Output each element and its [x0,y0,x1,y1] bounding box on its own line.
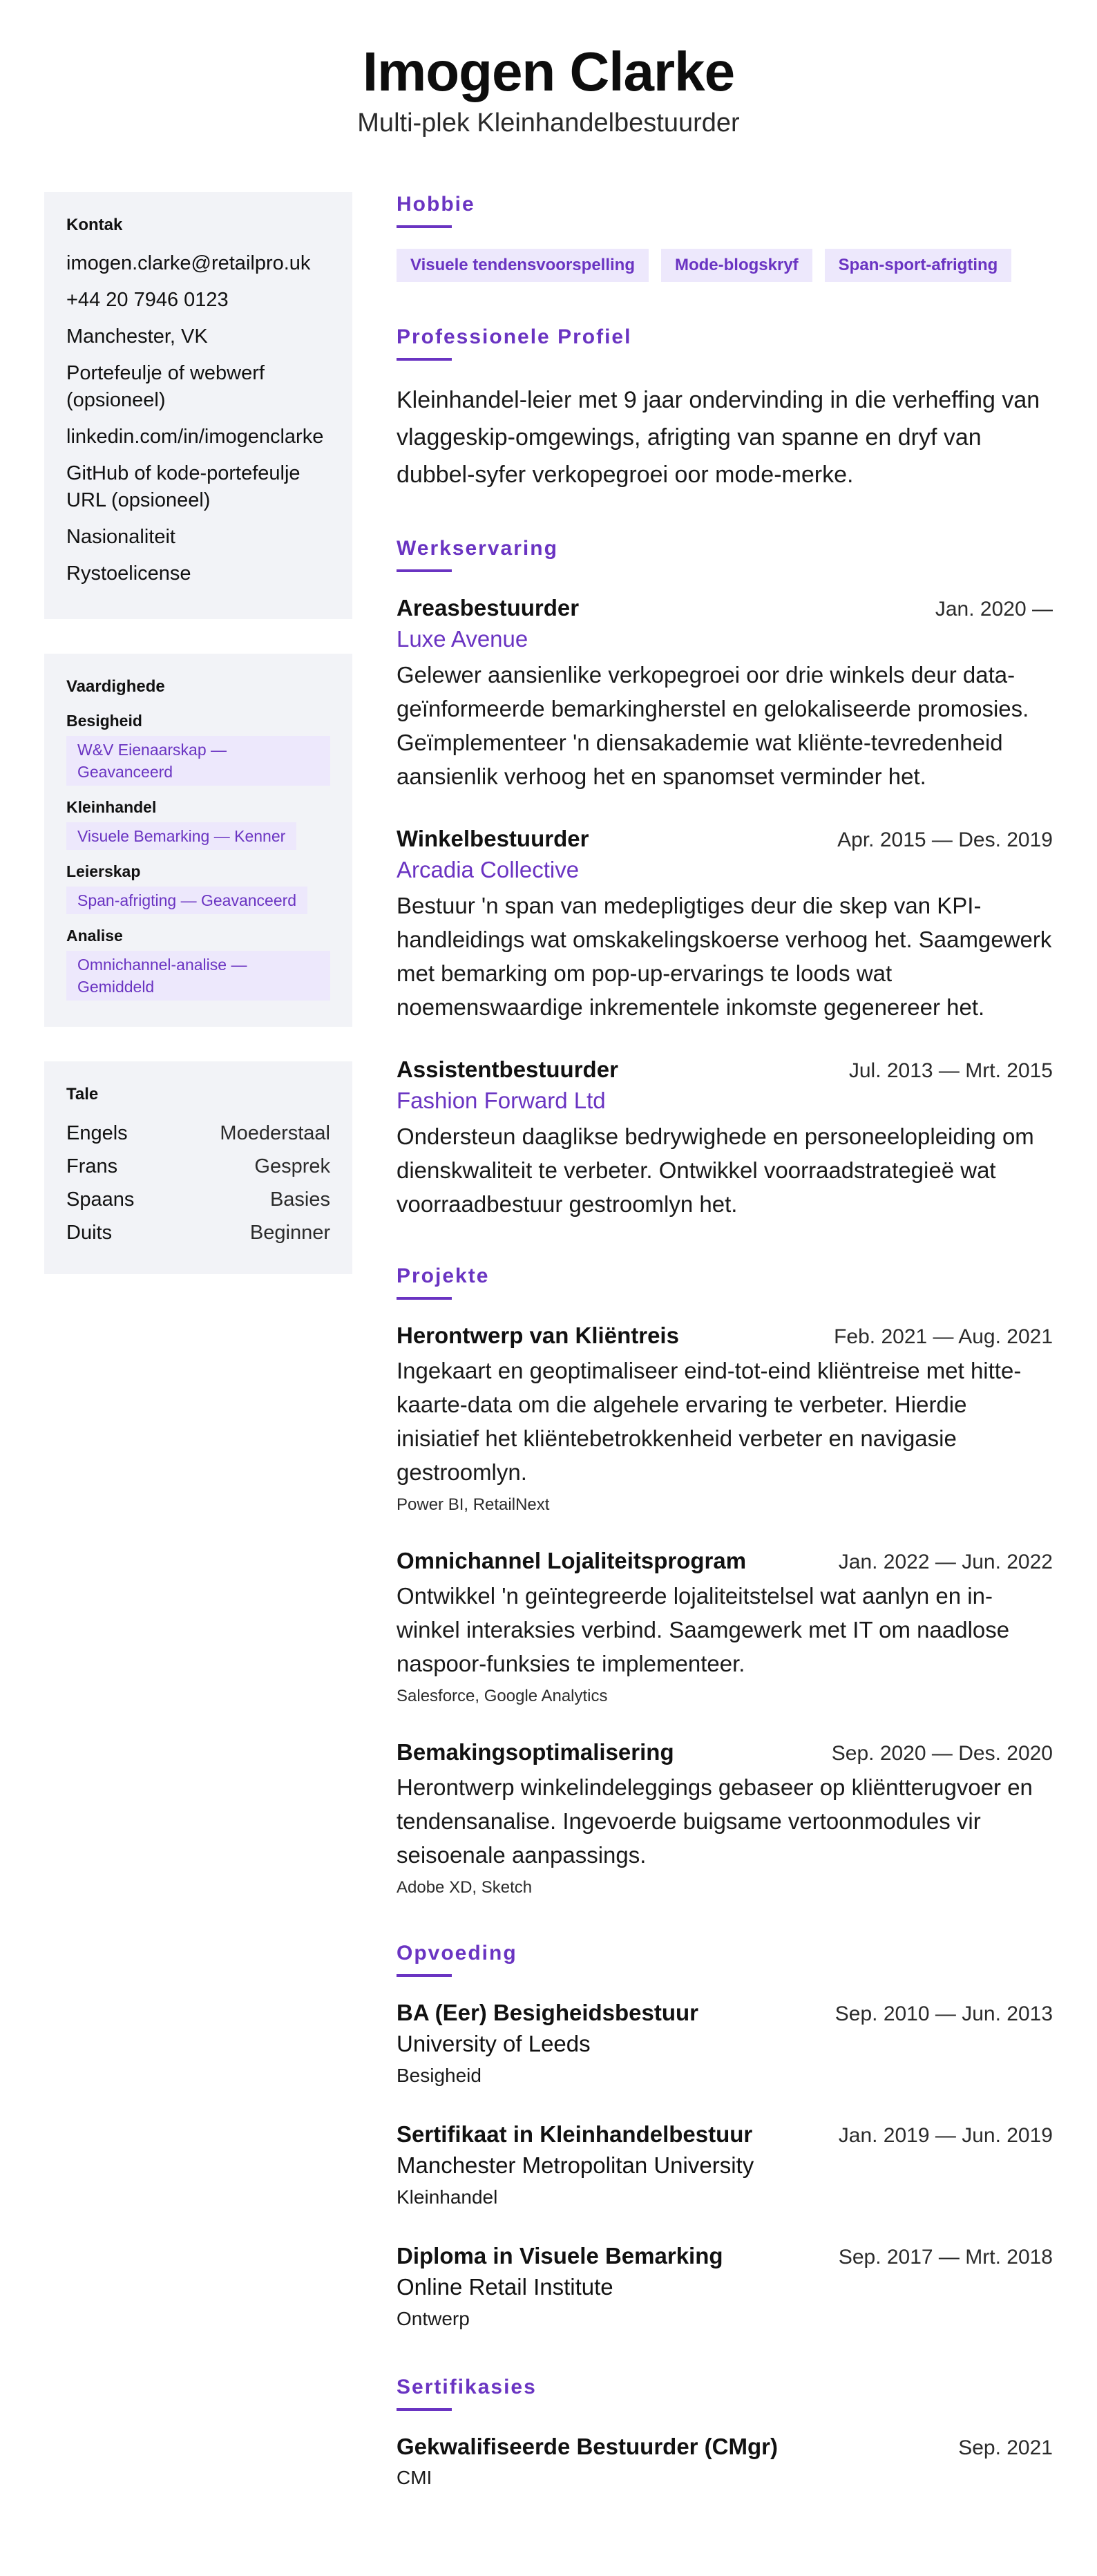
project-title: Bemakingsoptimalisering [397,1739,674,1765]
education-entry [397,1998,1053,2089]
certifications-section [397,2375,1053,2491]
job-description: Ondersteun daaglikse bedrywighede en personeelopleiding om dienskwaliteit te verbeter. Ontwikkel voorraadstrategieë wat voorraadbestuur gestroomlyn het. [397,1124,1034,1217]
education-dates: Sep. 2017 — Mrt. 2018 [838,2246,1053,2269]
language-name: Spaans [66,1188,135,1211]
contact-heading: Kontak [66,216,123,234]
study-field: Besigheid [397,2065,481,2086]
candidate-title: Multi-plek Kleinhandelbestuurder [357,108,740,138]
job-title: Winkelbestuurder [397,826,589,851]
project-tools: Power BI, RetailNext [397,1495,550,1514]
language-name: Engels [66,1122,128,1144]
section-title: Professionele Profiel [397,325,632,348]
resume-header [0,0,1097,138]
project-entry [397,1546,1053,1707]
project-title: Omnichannel Lojaliteitsprogram [397,1548,747,1573]
project-description: Ontwikkel 'n geïntegreerde lojaliteitstelsel wat aanlyn en in-winkel interaksies verbind. Saamgewerk met IT om naadlose naspoor-funksies te implementeer. [397,1583,1010,1676]
section-title: Opvoeding [397,1942,517,1964]
certification-issuer: CMI [397,2467,432,2488]
contact-nationality: Nasionaliteit [66,526,175,548]
study-field: Kleinhandel [397,2186,498,2208]
school-name: Manchester Metropolitan University [397,2152,754,2178]
projects-section [397,1264,1053,1898]
language-row [66,1119,330,1147]
skills-heading: Vaardighede [66,677,165,696]
language-row [66,1153,330,1180]
hobbies-section [397,192,1053,282]
language-level: Gesprek [254,1155,330,1177]
education-entry [397,2241,1053,2332]
contact-location: Manchester, VK [66,325,208,348]
project-entry [397,1737,1053,1898]
education-entry [397,2119,1053,2210]
language-level: Basies [269,1188,330,1211]
hobby-tag: Mode-blogskryf [661,249,812,282]
hobby-list [397,249,1053,282]
project-description: Ingekaart en geoptimaliseer eind-tot-eind kliëntreise met hitte-kaarte-data om die algehele ervaring te verbeter. Hierdie inisiatief het kliëntebetrokkenheid verbeter en navigasie gestroomlyn. [397,1358,1022,1485]
language-name: Duits [66,1222,113,1244]
contact-card [44,192,352,619]
project-title: Herontwerp van Kliëntreis [397,1323,679,1348]
project-description: Herontwerp winkelindeleggings gebaseer op kliëntterugvoer en tendensanalise. Ingevoerde buigsame vertoonmodules vir seisoenale aanpassings. [397,1774,1033,1868]
project-dates: Jan. 2022 — Jun. 2022 [838,1551,1053,1573]
employer-name: Luxe Avenue [397,626,528,652]
languages-heading: Tale [66,1085,99,1104]
experience-entry [397,1054,1053,1221]
job-dates: Jan. 2020 — [935,598,1053,621]
degree-title: Diploma in Visuele Bemarking [397,2243,723,2269]
skill-tag: W&V Eienaarskap — Geavanceerd [66,736,330,786]
study-field: Ontwerp [397,2308,470,2329]
language-level: Beginner [249,1222,330,1244]
languages-card [44,1061,352,1274]
degree-title: Sertifikaat in Kleinhandelbestuur [397,2121,753,2147]
project-dates: Sep. 2020 — Des. 2020 [831,1742,1053,1765]
section-title: Sertifikasies [397,2376,537,2398]
experience-section [397,536,1053,1221]
section-divider [397,358,452,361]
education-dates: Jan. 2019 — Jun. 2019 [838,2124,1053,2147]
contact-email: imogen.clarke@retailpro.uk [66,252,311,274]
school-name: University of Leeds [397,2031,591,2056]
section-divider [397,569,452,572]
education-dates: Sep. 2010 — Jun. 2013 [834,2002,1053,2025]
contact-phone: +44 20 7946 0123 [66,289,229,311]
language-name: Frans [66,1155,118,1177]
job-description: Gelewer aansienlike verkopegroei oor drie winkels deur data-geïnformeerde bemarkingherstel en gelokaliseerde promosies. Geïmplementeer 'n diensakademie wat kliënte-tevredenheid aansienlik verhoog het en spanomset verminder het. [397,662,1029,789]
job-title: Assistentbestuurder [397,1057,618,1082]
section-title: Werkservaring [397,537,558,560]
skill-category: Besigheid [66,712,142,730]
skill-group [66,927,330,1001]
resume-columns [0,192,1097,2534]
skill-tag: Span-afrigting — Geavanceerd [66,887,307,914]
section-divider [397,1974,452,1977]
skill-group [66,798,330,850]
contact-linkedin: linkedin.com/in/imogenclarke [66,426,324,448]
experience-entry [397,824,1053,1024]
skill-group [66,862,330,914]
contact-portfolio: Portefeulje of webwerf (opsioneel) [66,362,265,411]
skill-group [66,712,330,786]
job-description: Bestuur 'n span van medepligtiges deur die skep van KPI-handleidings wat omskakelingskoerse verhoog het. Saamgewerk met bemarking om pop-up-ervarings te loods wat noemenswaardige inkrementele inkomste gegenereer het. [397,893,1052,1020]
section-title: Hobbie [397,193,475,216]
experience-entry [397,593,1053,793]
sidebar [44,192,352,2534]
job-dates: Apr. 2015 — Des. 2019 [837,828,1053,851]
project-entry [397,1320,1053,1515]
hobby-tag: Visuele tendensvoorspelling [397,249,649,282]
skill-category: Kleinhandel [66,798,157,816]
project-tools: Salesforce, Google Analytics [397,1687,608,1705]
skill-category: Leierskap [66,862,141,880]
skill-category: Analise [66,927,123,945]
employer-name: Arcadia Collective [397,857,580,882]
job-title: Areasbestuurder [397,595,580,621]
certification-title: Gekwalifiseerde Bestuurder (CMgr) [397,2434,778,2459]
skill-tag: Visuele Bemarking — Kenner [66,822,296,850]
school-name: Online Retail Institute [397,2274,613,2300]
section-divider [397,225,452,228]
project-dates: Feb. 2021 — Aug. 2021 [834,1325,1053,1348]
section-divider [397,2408,452,2411]
main-content [397,192,1053,2534]
language-row [66,1186,330,1213]
hobby-tag: Span-sport-afrigting [825,249,1012,282]
employer-name: Fashion Forward Ltd [397,1088,606,1113]
education-section [397,1941,1053,2332]
project-tools: Adobe XD, Sketch [397,1878,533,1897]
profile-section [397,325,1053,493]
skills-card [44,654,352,1027]
degree-title: BA (Eer) Besigheidsbestuur [397,2000,699,2025]
job-dates: Jul. 2013 — Mrt. 2015 [848,1059,1053,1082]
certification-entry [397,2432,1053,2491]
language-row [66,1219,330,1247]
section-title: Projekte [397,1265,490,1287]
section-divider [397,1297,452,1300]
skill-tag: Omnichannel-analise — Gemiddeld [66,951,330,1001]
profile-summary: Kleinhandel-leier met 9 jaar ondervinding in die verheffing van vlaggeskip-omgewings, afrigting van spanne en dryf van dubbel-syfer verkopegroei oor mode-merke. [397,387,1040,488]
contact-license: Rystoelicense [66,562,191,585]
contact-github: GitHub of kode-portefeulje URL (opsioneel) [66,462,301,511]
language-level: Moederstaal [220,1122,330,1144]
certification-date: Sep. 2021 [958,2436,1053,2459]
candidate-name: Imogen Clarke [362,41,735,102]
